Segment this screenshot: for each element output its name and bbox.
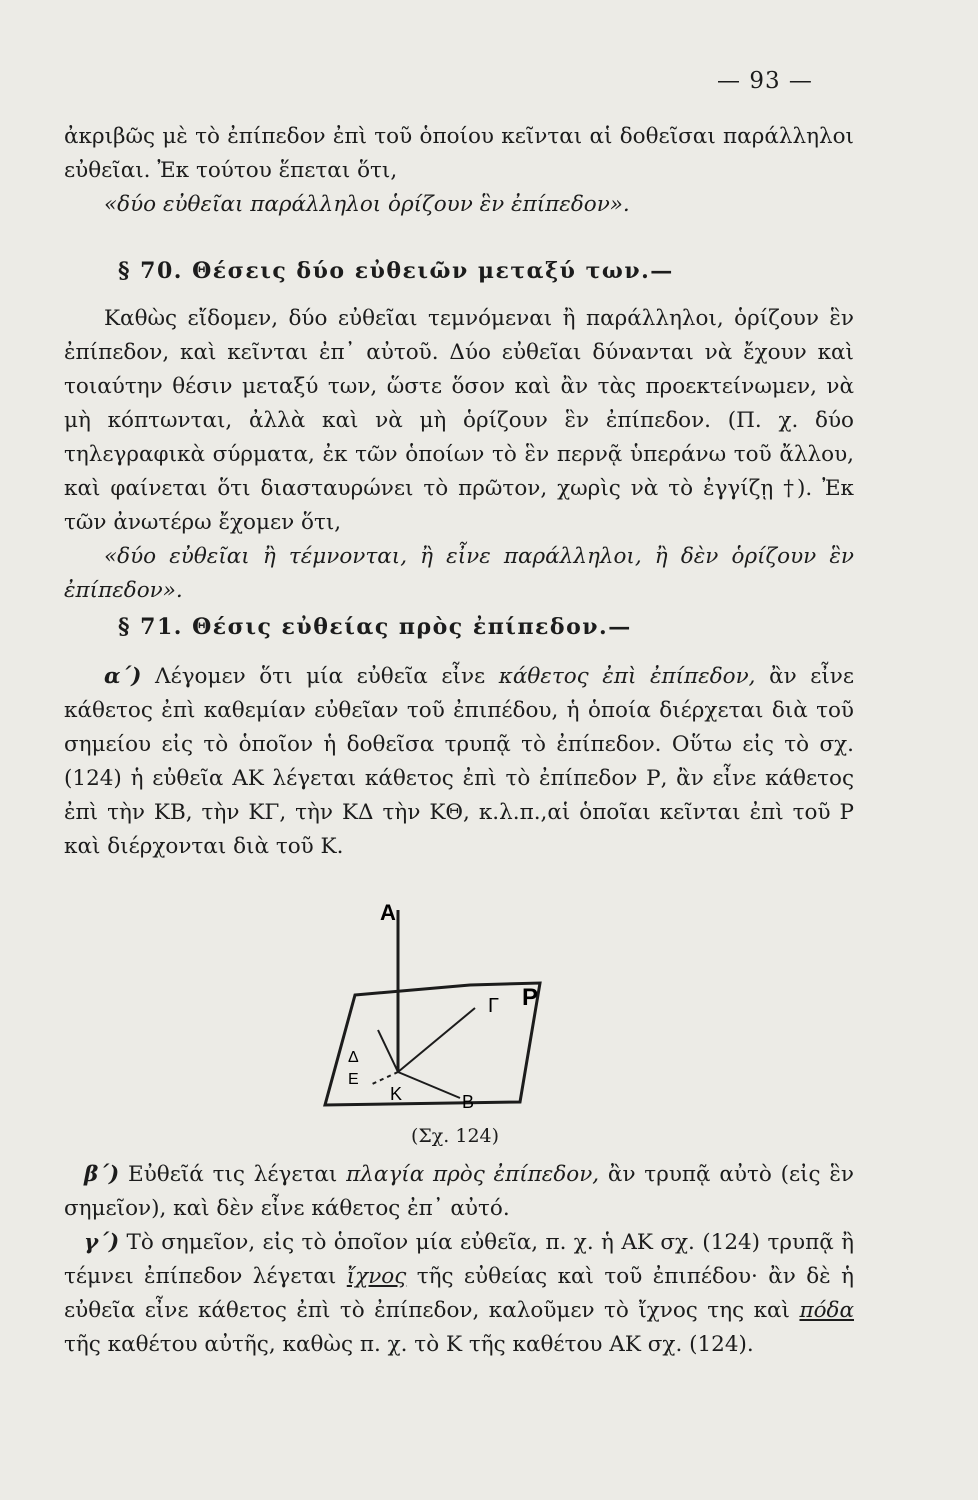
definition-a-marker: α΄) — [104, 664, 142, 689]
definition-b-term: πλαγία πρὸς ἐπίπεδον, — [346, 1162, 600, 1187]
label-k: Κ — [390, 1084, 403, 1104]
line-kd — [378, 1030, 398, 1072]
intro-quote: «δύο εὐθεῖαι παράλληλοι ὁρίζουν ἓν ἐπίπεδον». — [104, 192, 630, 217]
figure-caption: (Σχ. 124) — [410, 1125, 500, 1147]
section-70-quote: «δύο εὐθεῖαι ἢ τέμνονται, ἢ εἶνε παράλληλοι, ἢ δὲν ὁρίζουν ἓν ἐπίπεδον». — [64, 544, 854, 603]
definition-b — [64, 1158, 854, 1226]
definition-c-text-1: Τὸ σημεῖον, εἰς τὸ ὁποῖον μία εὐθεῖα, π. χ. ἡ ΑΚ σχ. (124) τρυπᾷ ἢ τέμνει ἐπίπεδον λέγεται — [64, 1230, 854, 1289]
label-p: Ρ — [522, 984, 539, 1011]
page-number: — 93 — — [717, 68, 813, 94]
figure-124 — [300, 880, 600, 1140]
section-70-body: Καθὼς εἴδομεν, δύο εὐθεῖαι τεμνόμεναι ἢ παράλληλοι, ὁρίζουν ἓν ἐπίπεδον, καὶ κεῖνται ἐπ᾽ αὐτοῦ. Δύο εὐθεῖαι δύνανται νὰ ἔχουν καὶ τοιαύτην θέσιν μεταξύ των, ὥστε ὅσον καὶ ἂν τὰς προεκτείνωμεν, νὰ μὴ κόπτωνται, ἀλλὰ καὶ νὰ μὴ ὁρίζουν ἓν ἐπίπεδον. (Π. χ. δύο τηλεγραφικὰ σύρματα, ἐκ τῶν ὁποίων τὸ ἓν περνᾷ ὑπεράνω τοῦ ἄλλου, καὶ φαίνεται ὅτι διασταυρώνει τὸ πρῶτον, χωρὶς νὰ τὸ ἐγγίζῃ †). Ἐκ τῶν ἀνωτέρω ἔχομεν ὅτι, — [64, 306, 854, 535]
figure-124-drawing — [300, 880, 600, 1140]
label-d: Δ — [348, 1049, 359, 1066]
definition-a-text-1: Λέγομεν ὅτι μία εὐθεῖα εἶνε — [155, 664, 486, 689]
definition-a — [64, 660, 854, 864]
label-g: Γ — [488, 995, 500, 1017]
intro-text: ἀκριβῶς μὲ τὸ ἐπίπεδον ἐπὶ τοῦ ὁποίου κεῖνται αἱ δοθεῖσαι παράλληλοι εὐθεῖαι. Ἐκ τούτου ἕπεται ὅτι, — [64, 124, 854, 183]
definition-c-term-1: ἴχνος — [346, 1264, 407, 1289]
line-kg — [398, 1008, 475, 1072]
definition-c-term-2: πόδα — [799, 1298, 854, 1323]
line-kb — [398, 1072, 460, 1098]
definition-a-term: κάθετος ἐπὶ ἐπίπεδον, — [498, 664, 756, 689]
definition-c-marker: γ΄) — [84, 1230, 120, 1255]
section-70-heading: § 70. Θέσεις δύο εὐθειῶν μεταξύ των.— — [118, 258, 674, 284]
definition-b-text-2: ἂν τρυπᾷ αὐτὸ (εἰς ἓν σημεῖον), καὶ δὲν εἶνε κάθετος ἐπ᾽ αὐτό. — [64, 1162, 854, 1221]
definition-c-text-3: τῆς καθέτου αὐτῆς, καθὼς π. χ. τὸ Κ τῆς καθέτου ΑΚ σχ. (124). — [64, 1332, 754, 1357]
definition-c-text-2: τῆς εὐθείας καὶ τοῦ ἐπιπέδου· ἂν δὲ ἡ εὐθεῖα εἶνε κάθετος ἐπὶ τὸ ἐπίπεδον, καλοῦμεν τὸ ἴχνος της καὶ — [64, 1264, 855, 1323]
definition-b-text-1: Εὐθεῖά τις λέγεται — [128, 1162, 338, 1187]
definition-a-text-2: ἂν εἶνε κάθετος ἐπὶ καθεμίαν εὐθεῖαν τοῦ ἐπιπέδου, ἡ ὁποία διέρχεται διὰ τοῦ σημείου εἰς τὸ ὁποῖον ἡ δοθεῖσα τρυπᾷ τὸ ἐπίπεδον. Οὕτω εἰς τὸ σχ. (124) ἡ εὐθεῖα ΑΚ λέγεται κάθετος ἐπὶ τὸ ἐπίπεδον Ρ, ἂν εἶνε κάθετος ἐπὶ τὴν ΚΒ, τὴν ΚΓ, τὴν ΚΔ τὴν ΚΘ, κ.λ.π.,αἱ ὁποῖαι κεῖνται ἐπὶ τοῦ Ρ καὶ διέρχονται διὰ τοῦ Κ. — [64, 664, 855, 859]
intro-paragraph — [64, 120, 854, 188]
definition-b-marker: β΄) — [84, 1162, 120, 1187]
label-a: Α — [380, 900, 396, 925]
definition-c — [64, 1226, 854, 1362]
label-b: Β — [462, 1092, 475, 1112]
label-e: Ε — [348, 1071, 359, 1088]
section-71-heading: § 71. Θέσις εὐθείας πρὸς ἐπίπεδον.— — [118, 614, 632, 640]
